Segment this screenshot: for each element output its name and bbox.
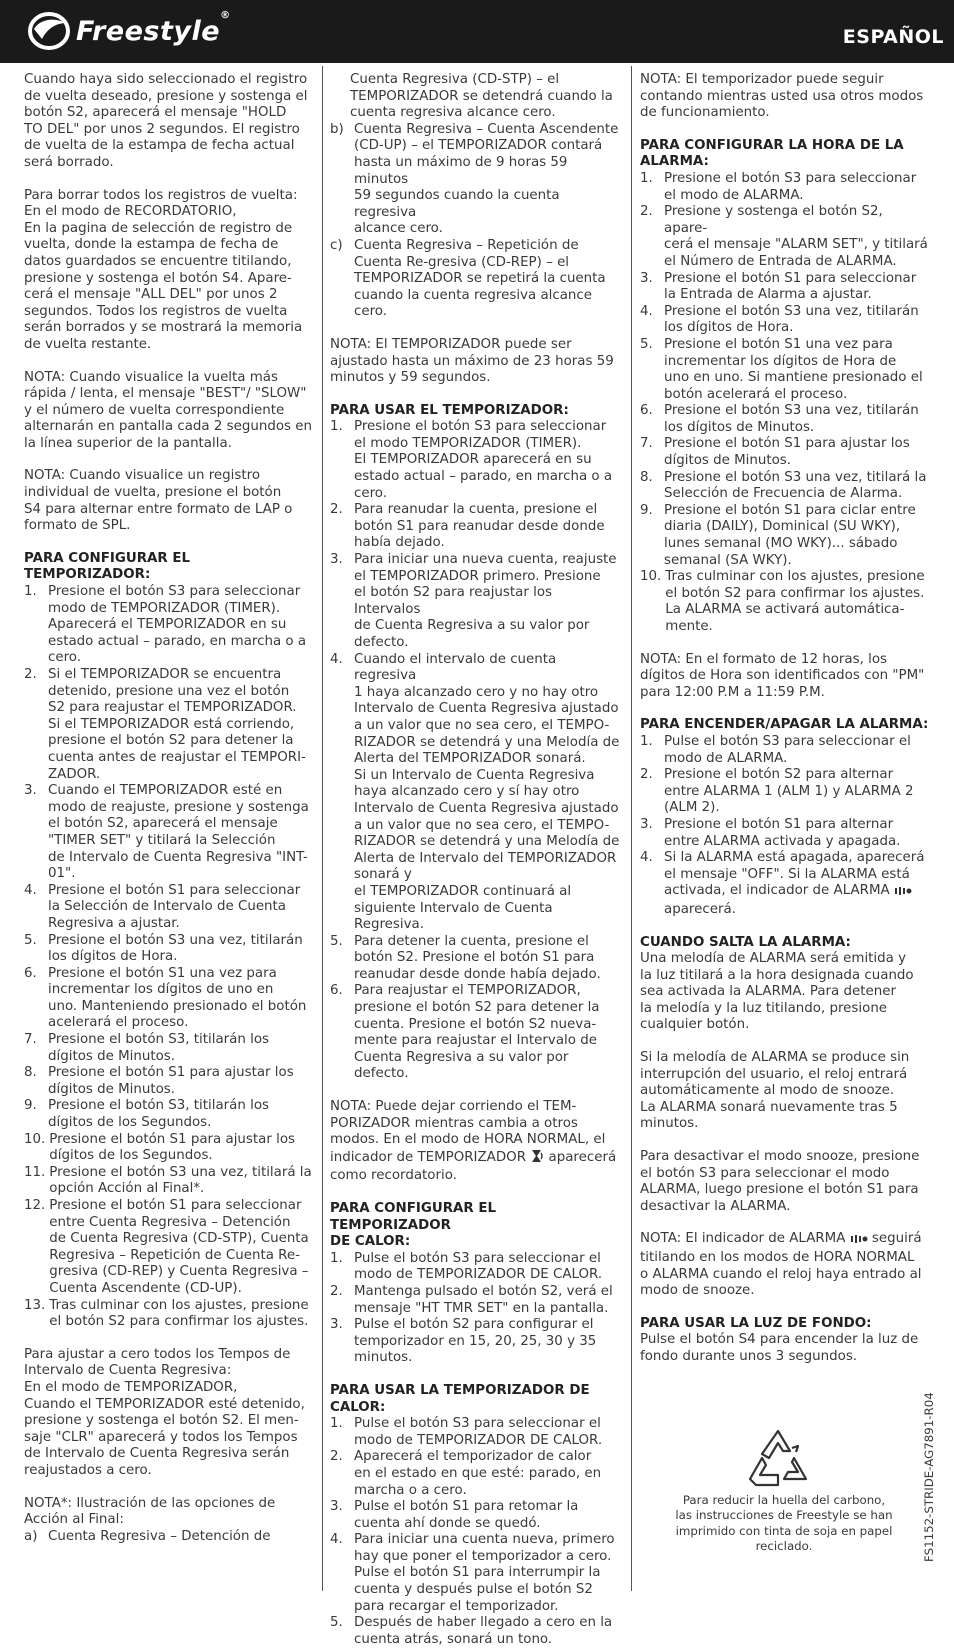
freestyle-wave-logo-icon: [28, 11, 70, 51]
steps-list: [640, 171, 930, 636]
note-paragraph: NOTA: En el formato de 12 horas, los dígitos de Hora son identificados con "PM" para 12:00 P.M a 11:59 P.M.: [640, 651, 925, 700]
steps-list: [640, 734, 930, 919]
list-item: 4. Para iniciar una cuenta nueva, primero hay que poner el temporizador a cero. Pulse el botón S1 para interrumpir la cuenta y después pulse el botón S2 para recargar el temporizador.: [330, 1532, 615, 1614]
section-heading: PARA USAR LA TEMPORIZADOR DE CALOR:: [330, 1382, 590, 1415]
list-item: 12. Presione el botón S1 para seleccionar entre Cuenta Regresiva – Detención de Cuenta Regresiva (CD-STP), Cuenta Regresiva – Repetición de Cuenta Re- gresiva (CD-REP) y Cuenta Regresiva – Cuenta Ascendente (CD-UP).: [24, 1198, 309, 1296]
paragraph: Cuando haya sido seleccionado el registro de vuelta deseado, presione y sostenga el botón S2, aparecerá el mensaje "HOLD TO DEL" por unos 2 segundos. El registro de vuelta de la estampa de fecha actual será borrado.: [24, 72, 308, 170]
list-item: 8. Presione el botón S1 para ajustar los dígitos de Minutos.: [24, 1065, 294, 1097]
list-item: 10. Tras culminar con los ajustes, presione el botón S2 para confirmar los ajustes. La ALARMA se activará automática- mente.: [640, 569, 925, 634]
options-list: [330, 72, 620, 122]
brand-name: Freestyle®: [76, 9, 231, 47]
hourglass-icon: [530, 1149, 544, 1169]
column-divider-1: [322, 66, 323, 1591]
language-label: ESPAÑOL: [842, 26, 944, 48]
paragraph: Si la melodía de ALARMA se produce sin interrupción del usuario, el reloj entrará automáticamente al modo de snooze. La ALARMA sonará nuevamente tras 5 minutos.: [640, 1050, 910, 1132]
list-item: 6. Presione el botón S1 una vez para incrementar los dígitos de uno en uno. Manteniendo presionado el botón acelerará el proceso.: [24, 965, 307, 1031]
list-item: 5. Para detener la cuenta, presione el botón S2. Presione el botón S1 para reanudar desde donde había dejado.: [330, 933, 601, 982]
column-1: [24, 72, 314, 1545]
list-item: 8. Presione el botón S3 una vez, titilará la Selección de Frecuencia de Alarma.: [640, 469, 927, 502]
list-item: 6. Presione el botón S3 una vez, titilarán los dígitos de Minutos.: [640, 403, 919, 435]
list-item: 3. Cuando el TEMPORIZADOR esté en modo de reajuste, presione y sostenga el botón S2, aparecerá el mensaje "TIMER SET" y titilará la Selección de Intervalo de Cuenta Regresiva "INT- 01".: [24, 783, 309, 882]
document-code: FS1152-STRIDE-AG7891-R04: [922, 1392, 936, 1562]
column-divider-2: [631, 66, 632, 1591]
list-item: b) Cuenta Regresiva – Cuenta Ascendente (CD-UP) – el TEMPORIZADOR contará hasta un máximo de 9 horas 59 minutos 59 segundos cuando la cuenta regresiva alcance cero.: [330, 121, 619, 237]
list-item: 4. Cuando el intervalo de cuenta regresiva 1 haya alcanzado cero y no hay otro Intervalo de Cuenta Regresiva ajustado a un valor que no sea cero, el TEMPO- RIZADOR se detendrá y una Melodía de Alerta del TEMPORIZADOR sonará. Si un Intervalo de Cuenta Regresiva haya alcanzado cero y sí hay otro Intervalo de Cuenta Regresiva ajustado a un valor que no sea cero, el TEMPO- RIZADOR se detendrá y una Melodía de Alerta de Intervalo del TEMPORIZADOR sonará y el TEMPORIZADOR continuará al siguiente Intervalo de Cuenta Regresiva.: [330, 651, 620, 933]
list-item: 1. Presione el botón S3 para seleccionar el modo de ALARMA.: [640, 170, 917, 203]
list-item: 5. Después de haber llegado a cero en la cuenta atrás, sonará un tono.: [330, 1615, 613, 1647]
list-item: 5. Presione el botón S3 una vez, titilarán los dígitos de Hora.: [24, 932, 303, 965]
list-item: 1. Presione el botón S3 para seleccionar modo de TEMPORIZADOR (TIMER). Aparecerá el TEMPORIZADOR en su estado actual – parado, en marcha o a cero.: [24, 584, 307, 666]
note-paragraph: NOTA: Cuando visualice la vuelta más rápida / lenta, el mensaje "BEST"/ "SLOW" y el número de vuelta correspondiente alternarán en pantalla cada 2 segundos en la línea superior de la pantalla.: [24, 369, 313, 451]
steps-list: [330, 1251, 620, 1367]
list-item: 10. Presione el botón S1 para ajustar los dígitos de los Segundos.: [24, 1131, 295, 1164]
list-item: 3. Pulse el botón S2 para configurar el temporizador en 15, 20, 25, 30 y 35 minutos.: [330, 1317, 597, 1366]
column-2: [330, 72, 620, 1648]
note-paragraph: NOTA: Puede dejar corriendo el TEM- PORIZADOR mientras cambia a otros modos. En el modo de HORA NORMAL, el indicador de TEMPORIZADOR aparecerá como recordatorio.: [330, 1099, 617, 1184]
list-item: 2. Presione y sostenga el botón S2, apare- cerá el mensaje "ALARM SET", y titilará el Número de Entrada de ALARMA.: [640, 204, 928, 269]
recycle-note: Para reducir la huella del carbono, las instrucciones de Freestyle se han imprimido con tinta de soja en papel reciclado.: [675, 1493, 893, 1554]
list-item: 13. Tras culminar con los ajustes, presione el botón S2 para confirmar los ajustes.: [24, 1297, 309, 1330]
list-item: 1. Pulse el botón S3 para seleccionar el modo de ALARMA.: [640, 733, 911, 766]
header-bar: [0, 0, 954, 63]
freestyle-logo: [28, 8, 231, 54]
paragraph: Para desactivar el modo snooze, presione el botón S3 para seleccionar el modo ALARMA, luego presione el botón S1 para desactivar la ALARMA.: [640, 1149, 920, 1214]
note-paragraph: NOTA: El indicador de ALARMA seguirá titilando en los modos de HORA NORMAL o ALARMA cuando el reloj haya entrado al modo de snooze.: [640, 1231, 922, 1299]
list-item: 9. Presione el botón S3, titilarán los dígitos de los Segundos.: [24, 1098, 269, 1131]
list-item: 7. Presione el botón S3, titilarán los dígitos de Minutos.: [24, 1032, 269, 1064]
column-3: [640, 72, 930, 1382]
section-heading: PARA ENCENDER/APAGAR LA ALARMA:: [640, 717, 929, 733]
paragraph: Pulse el botón S4 para encender la luz de fondo durante unos 3 segundos.: [640, 1332, 919, 1364]
alarm-indicator-icon: [894, 885, 912, 902]
paragraph: Para borrar todos los registros de vuelta: En el modo de RECORDATORIO, En la pagina de selección de registro de vuelta, donde la estampa de fecha de datos guardados se encuentre titilando, presione y sostenga el botón S4. Apare- cerá el mensaje "ALL DEL" por unos 2 segundos. Todos los registros de vuelta serán borrados y se mostrará la memoria de vuelta restante.: [24, 187, 303, 352]
list-item: 7. Presione el botón S1 para ajustar los dígitos de Minutos.: [640, 436, 910, 469]
list-item: 2. Si el TEMPORIZADOR se encuentra detenido, presione una vez el botón S2 para reajustar el TEMPORIZADOR. Si el TEMPORIZADOR está corriendo, presione el botón S2 para detener la cuenta antes de reajustar el TEMPORI- ZADOR.: [24, 667, 306, 782]
list-item: 2. Presione el botón S2 para alternar entre ALARMA 1 (ALM 1) y ALARMA 2 (ALM 2).: [640, 767, 914, 816]
list-item: 9. Presione el botón S1 para ciclar entre diaria (DAILY), Dominical (SU WKY), lunes semanal (MO WKY)... sábado semanal (SA WKY).: [640, 502, 916, 568]
list-item: 4. Si la ALARMA está apagada, aparecerá el mensaje "OFF". Si la ALARMA está activada, el indicador de ALARMA aparecerá.: [640, 850, 925, 917]
list-item: 2. Aparecerá el temporizador de calor en el estado en que esté: parado, en marcha o a cero.: [330, 1449, 602, 1498]
section-heading: PARA USAR LA LUZ DE FONDO:: [640, 1315, 872, 1331]
section-heading: PARA USAR EL TEMPORIZADOR:: [330, 402, 569, 418]
paragraph: Para ajustar a cero todos los Tempos de Intervalo de Cuenta Regresiva: En el modo de TEMPORIZADOR, Cuando el TEMPORIZADOR esté detenido, presione y sostenga el botón S2. El men- saje "CLR" aparecerá y todos los Tempos de Intervalo de Cuenta Regresiva serán reajustados a cero.: [24, 1346, 305, 1478]
list-item: 11. Presione el botón S3 una vez, titilará la opción Acción al Final*.: [24, 1164, 312, 1197]
section-heading: PARA CONFIGURAR LA HORA DE LA ALARMA:: [640, 137, 904, 170]
list-item: 3. Pulse el botón S1 para retomar la cuenta ahí donde se quedó.: [330, 1499, 579, 1531]
note-paragraph: NOTA: El temporizador puede seguir contando mientras usted usa otros modos de funcionamiento.: [640, 72, 924, 121]
list-item: 2. Para reanudar la cuenta, presione el botón S1 para reanudar desde donde había dejado.: [330, 502, 605, 551]
list-item: 3. Presione el botón S1 para alternar entre ALARMA activada y apagada.: [640, 816, 901, 849]
section-heading: PARA CONFIGURAR EL TEMPORIZADOR:: [24, 550, 191, 583]
options-list: [330, 122, 620, 321]
list-item: 1. Pulse el botón S3 para seleccionar el modo de TEMPORIZADOR DE CALOR.: [330, 1250, 603, 1283]
list-item: a) Cuenta Regresiva – Detención de: [24, 1528, 271, 1544]
list-item: 1. Pulse el botón S3 para seleccionar el modo de TEMPORIZADOR DE CALOR.: [330, 1416, 603, 1448]
list-item: 4. Presione el botón S1 para seleccionar la Selección de Intervalo de Cuenta Regresiva a ajustar.: [24, 882, 301, 931]
alarm-indicator-icon: [850, 1233, 868, 1250]
list-item: 4. Presione el botón S3 una vez, titilarán los dígitos de Hora.: [640, 303, 919, 336]
note-paragraph: NOTA: El TEMPORIZADOR puede ser ajustado hasta un máximo de 23 horas 59 minutos y 59 segundos.: [330, 336, 614, 386]
note-paragraph: NOTA*: Ilustración de las opciones de Acción al Final:: [24, 1495, 276, 1528]
section-heading: CUANDO SALTA LA ALARMA:: [640, 934, 851, 950]
steps-list: [24, 584, 314, 1331]
options-list: [24, 1529, 314, 1546]
list-item: 3. Presione el botón S1 para seleccionar la Entrada de Alarma a ajustar.: [640, 270, 917, 303]
list-item: 5. Presione el botón S1 una vez para incrementar los dígitos de Hora de uno en uno. Si mantiene presionado el botón acelerará el proceso.: [640, 336, 923, 402]
list-item: 3. Para iniciar una nueva cuenta, reajuste el TEMPORIZADOR primero. Presione el botón S2 para reajustar los Intervalos de Cuenta Regresiva a su valor por defecto.: [330, 552, 617, 650]
list-item: 6. Para reajustar el TEMPORIZADOR, presione el botón S2 para detener la cuenta. Presione el botón S2 nueva- mente para reajustar el Intervalo de Cuenta Regresiva a su valor por defecto.: [330, 983, 600, 1082]
section-heading: PARA CONFIGURAR EL TEMPORIZADOR DE CALOR:: [330, 1201, 497, 1250]
steps-list: [330, 1416, 620, 1648]
list-item: 2. Mantenga pulsado el botón S2, verá el mensaje "HT TMR SET" en la pantalla.: [330, 1283, 613, 1316]
list-item: 1. Presione el botón S3 para seleccionar el modo TEMPORIZADOR (TIMER). El TEMPORIZADOR aparecerá en su estado actual – parado, en marcha o a cero.: [330, 419, 613, 501]
option-continuation: Cuenta Regresiva (CD-STP) – el TEMPORIZADOR se detendrá cuando la cuenta regresiva alcance cero.: [350, 72, 613, 121]
recycle-icon: [742, 1425, 814, 1501]
paragraph: Una melodía de ALARMA será emitida y la luz titilará a la hora designada cuando sea activada la ALARMA. Para detener la melodía y la luz titilando, presione cualquier botón.: [640, 951, 914, 1033]
note-paragraph: NOTA: Cuando visualice un registro individual de vuelta, presione el botón S4 para alternar entre formato de LAP o formato de SPL.: [24, 468, 293, 534]
steps-list: [330, 419, 620, 1083]
list-item: c) Cuenta Regresiva – Repetición de Cuenta Re-gresiva (CD-REP) – el TEMPORIZADOR se repetirá la cuenta cuando la cuenta regresiva alcance cero.: [330, 237, 606, 320]
